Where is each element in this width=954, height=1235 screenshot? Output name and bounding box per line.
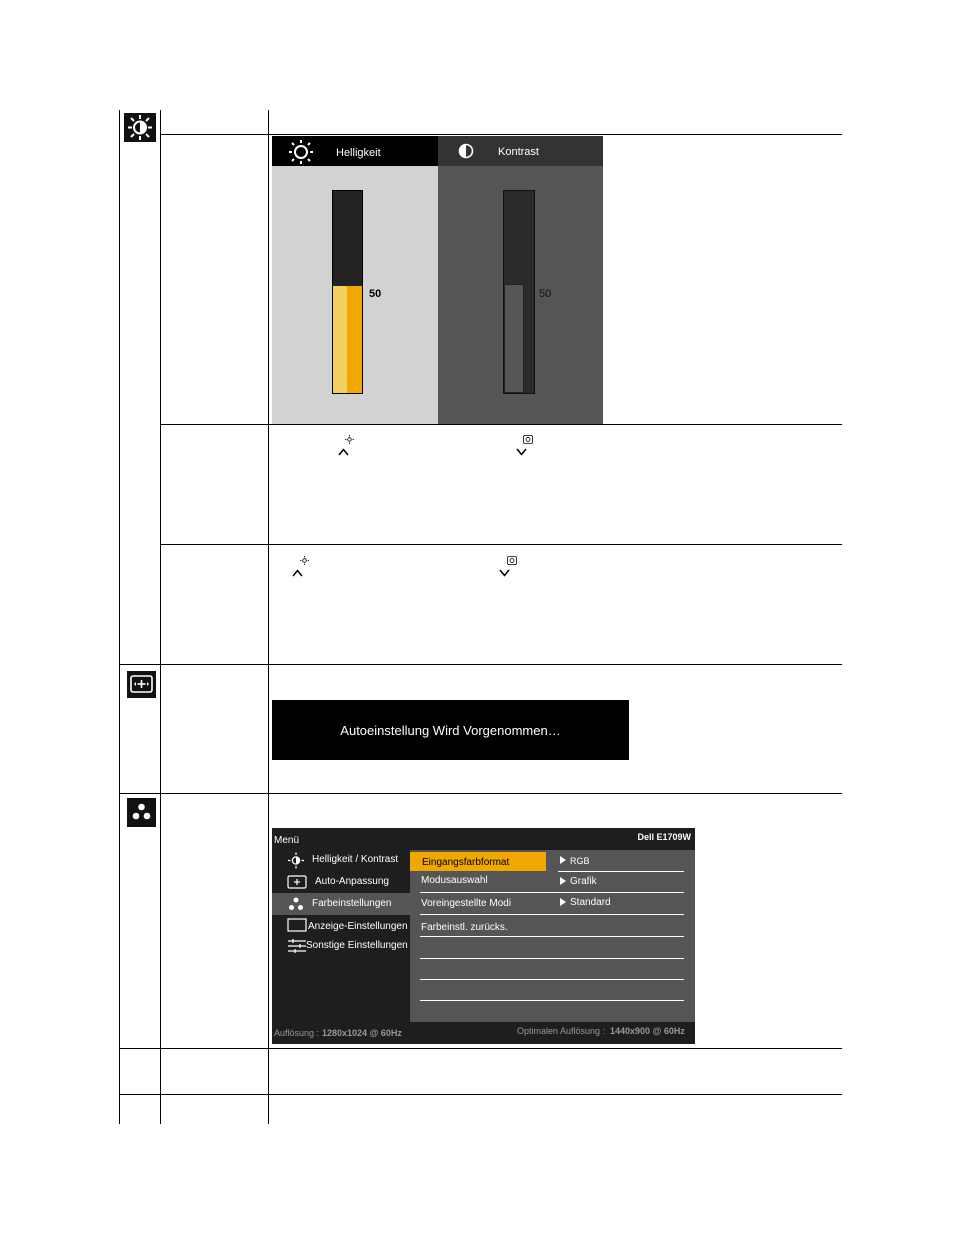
- value-label: RGB: [570, 856, 590, 866]
- menu-item-label: Anzeige-Einstellungen: [308, 921, 408, 932]
- menu-separator: [558, 871, 684, 872]
- value-standard[interactable]: [558, 892, 684, 914]
- menu-separator: [420, 892, 684, 893]
- menu-item-label: Sonstige Einstellungen: [306, 940, 408, 951]
- submenu-item-label: Voreingestellte Modi: [421, 898, 512, 909]
- footer-resolution-label: Auflösung :: [274, 1028, 320, 1038]
- down-arrow-icon: [499, 569, 510, 577]
- color-settings-icon: [127, 798, 156, 827]
- menu-item-auto-anpassung[interactable]: [272, 871, 410, 893]
- menu-right-panel: [410, 850, 695, 1022]
- auto-adjust-banner: [272, 700, 629, 760]
- row-divider: [119, 1094, 842, 1095]
- brightness-contrast-icon: [124, 113, 156, 142]
- table-col1-border: [160, 110, 161, 1124]
- up-arrow-icon: [292, 569, 303, 577]
- helligkeit-tab[interactable]: [272, 136, 438, 166]
- contrast-small-icon: [523, 435, 533, 444]
- brightness-icon: [287, 852, 305, 869]
- sun-small-icon: [300, 556, 309, 565]
- up-arrow-icon: [338, 448, 349, 456]
- submenu-item-modusauswahl[interactable]: [420, 871, 548, 892]
- menu-separator: [420, 958, 684, 959]
- menu-item-anzeige-einstellungen[interactable]: [272, 915, 410, 936]
- play-arrow-icon: [560, 856, 566, 864]
- row-divider: [160, 134, 842, 135]
- menu-item-label: Farbeinstellungen: [312, 898, 392, 909]
- contrast-small-icon: [507, 556, 517, 565]
- kontrast-tab[interactable]: [438, 136, 603, 166]
- auto-adjust-message: Autoeinstellung Wird Vorgenommen…: [340, 722, 561, 738]
- menu-item-sonstige-einstellungen[interactable]: [272, 936, 410, 956]
- osd-menu: [272, 828, 695, 1044]
- submenu-item-farbeinstl-zuruecks[interactable]: [420, 914, 548, 936]
- menu-separator: [420, 914, 684, 915]
- submenu-item-voreingestellte-modi[interactable]: [420, 892, 548, 914]
- contrast-icon: [458, 143, 474, 159]
- sun-small-icon: [345, 435, 354, 444]
- brightness-contrast-osd: [272, 136, 603, 424]
- table-col2-border: [268, 110, 269, 1124]
- menu-separator: [420, 936, 684, 937]
- footer-optimal-value: 1440x900 @ 60Hz: [610, 1026, 685, 1036]
- value-rgb[interactable]: [558, 852, 684, 871]
- kontrast-label: Kontrast: [498, 146, 539, 158]
- footer-resolution-value: 1280x1024 @ 60Hz: [322, 1028, 402, 1038]
- helligkeit-slider-fill: [333, 286, 362, 393]
- submenu-item-label: Farbeinstl. zurücks.: [421, 922, 508, 933]
- menu-item-helligkeit-kontrast[interactable]: [272, 850, 410, 871]
- kontrast-slider-fill: [504, 284, 524, 393]
- value-label: Grafik: [570, 876, 597, 887]
- menu-title: Menü: [274, 835, 300, 846]
- kontrast-pane: [438, 166, 603, 424]
- helligkeit-pane: [272, 166, 438, 424]
- down-arrow-icon: [516, 448, 527, 456]
- menu-separator: [420, 979, 684, 980]
- auto-adjust-icon: [287, 875, 307, 889]
- submenu-item-eingangsfarbformat[interactable]: [410, 852, 546, 871]
- kontrast-value: 50: [539, 288, 552, 300]
- value-label: Standard: [570, 897, 611, 908]
- helligkeit-value: 50: [369, 288, 382, 300]
- display-icon: [287, 918, 307, 932]
- menu-item-label: Auto-Anpassung: [315, 876, 389, 887]
- auto-adjust-icon: [127, 671, 156, 698]
- row-divider: [160, 544, 842, 545]
- row-divider: [119, 664, 842, 665]
- other-settings-icon: [288, 939, 306, 953]
- menu-item-label: Helligkeit / Kontrast: [312, 854, 399, 865]
- row-divider: [160, 424, 842, 425]
- menu-item-farbeinstellungen[interactable]: [272, 893, 410, 915]
- menu-footer: [272, 1022, 695, 1044]
- submenu-item-label: Modusauswahl: [421, 875, 488, 886]
- row-divider: [119, 793, 842, 794]
- play-arrow-icon: [560, 877, 566, 885]
- table-left-border: [119, 110, 120, 1124]
- helligkeit-slider[interactable]: [332, 190, 363, 394]
- kontrast-slider[interactable]: [503, 190, 535, 394]
- play-arrow-icon: [560, 898, 566, 906]
- footer-optimal-label: Optimalen Auflösung :: [517, 1026, 606, 1036]
- model-name: Dell E1709W: [637, 832, 691, 842]
- value-grafik[interactable]: [558, 871, 684, 892]
- menu-left-column: [272, 850, 410, 1022]
- menu-separator: [420, 1000, 684, 1001]
- sun-icon: [286, 139, 316, 165]
- color-icon: [287, 896, 305, 912]
- row-divider: [119, 1048, 842, 1049]
- submenu-item-label: Eingangsfarbformat: [422, 857, 510, 868]
- helligkeit-label: Helligkeit: [336, 147, 381, 159]
